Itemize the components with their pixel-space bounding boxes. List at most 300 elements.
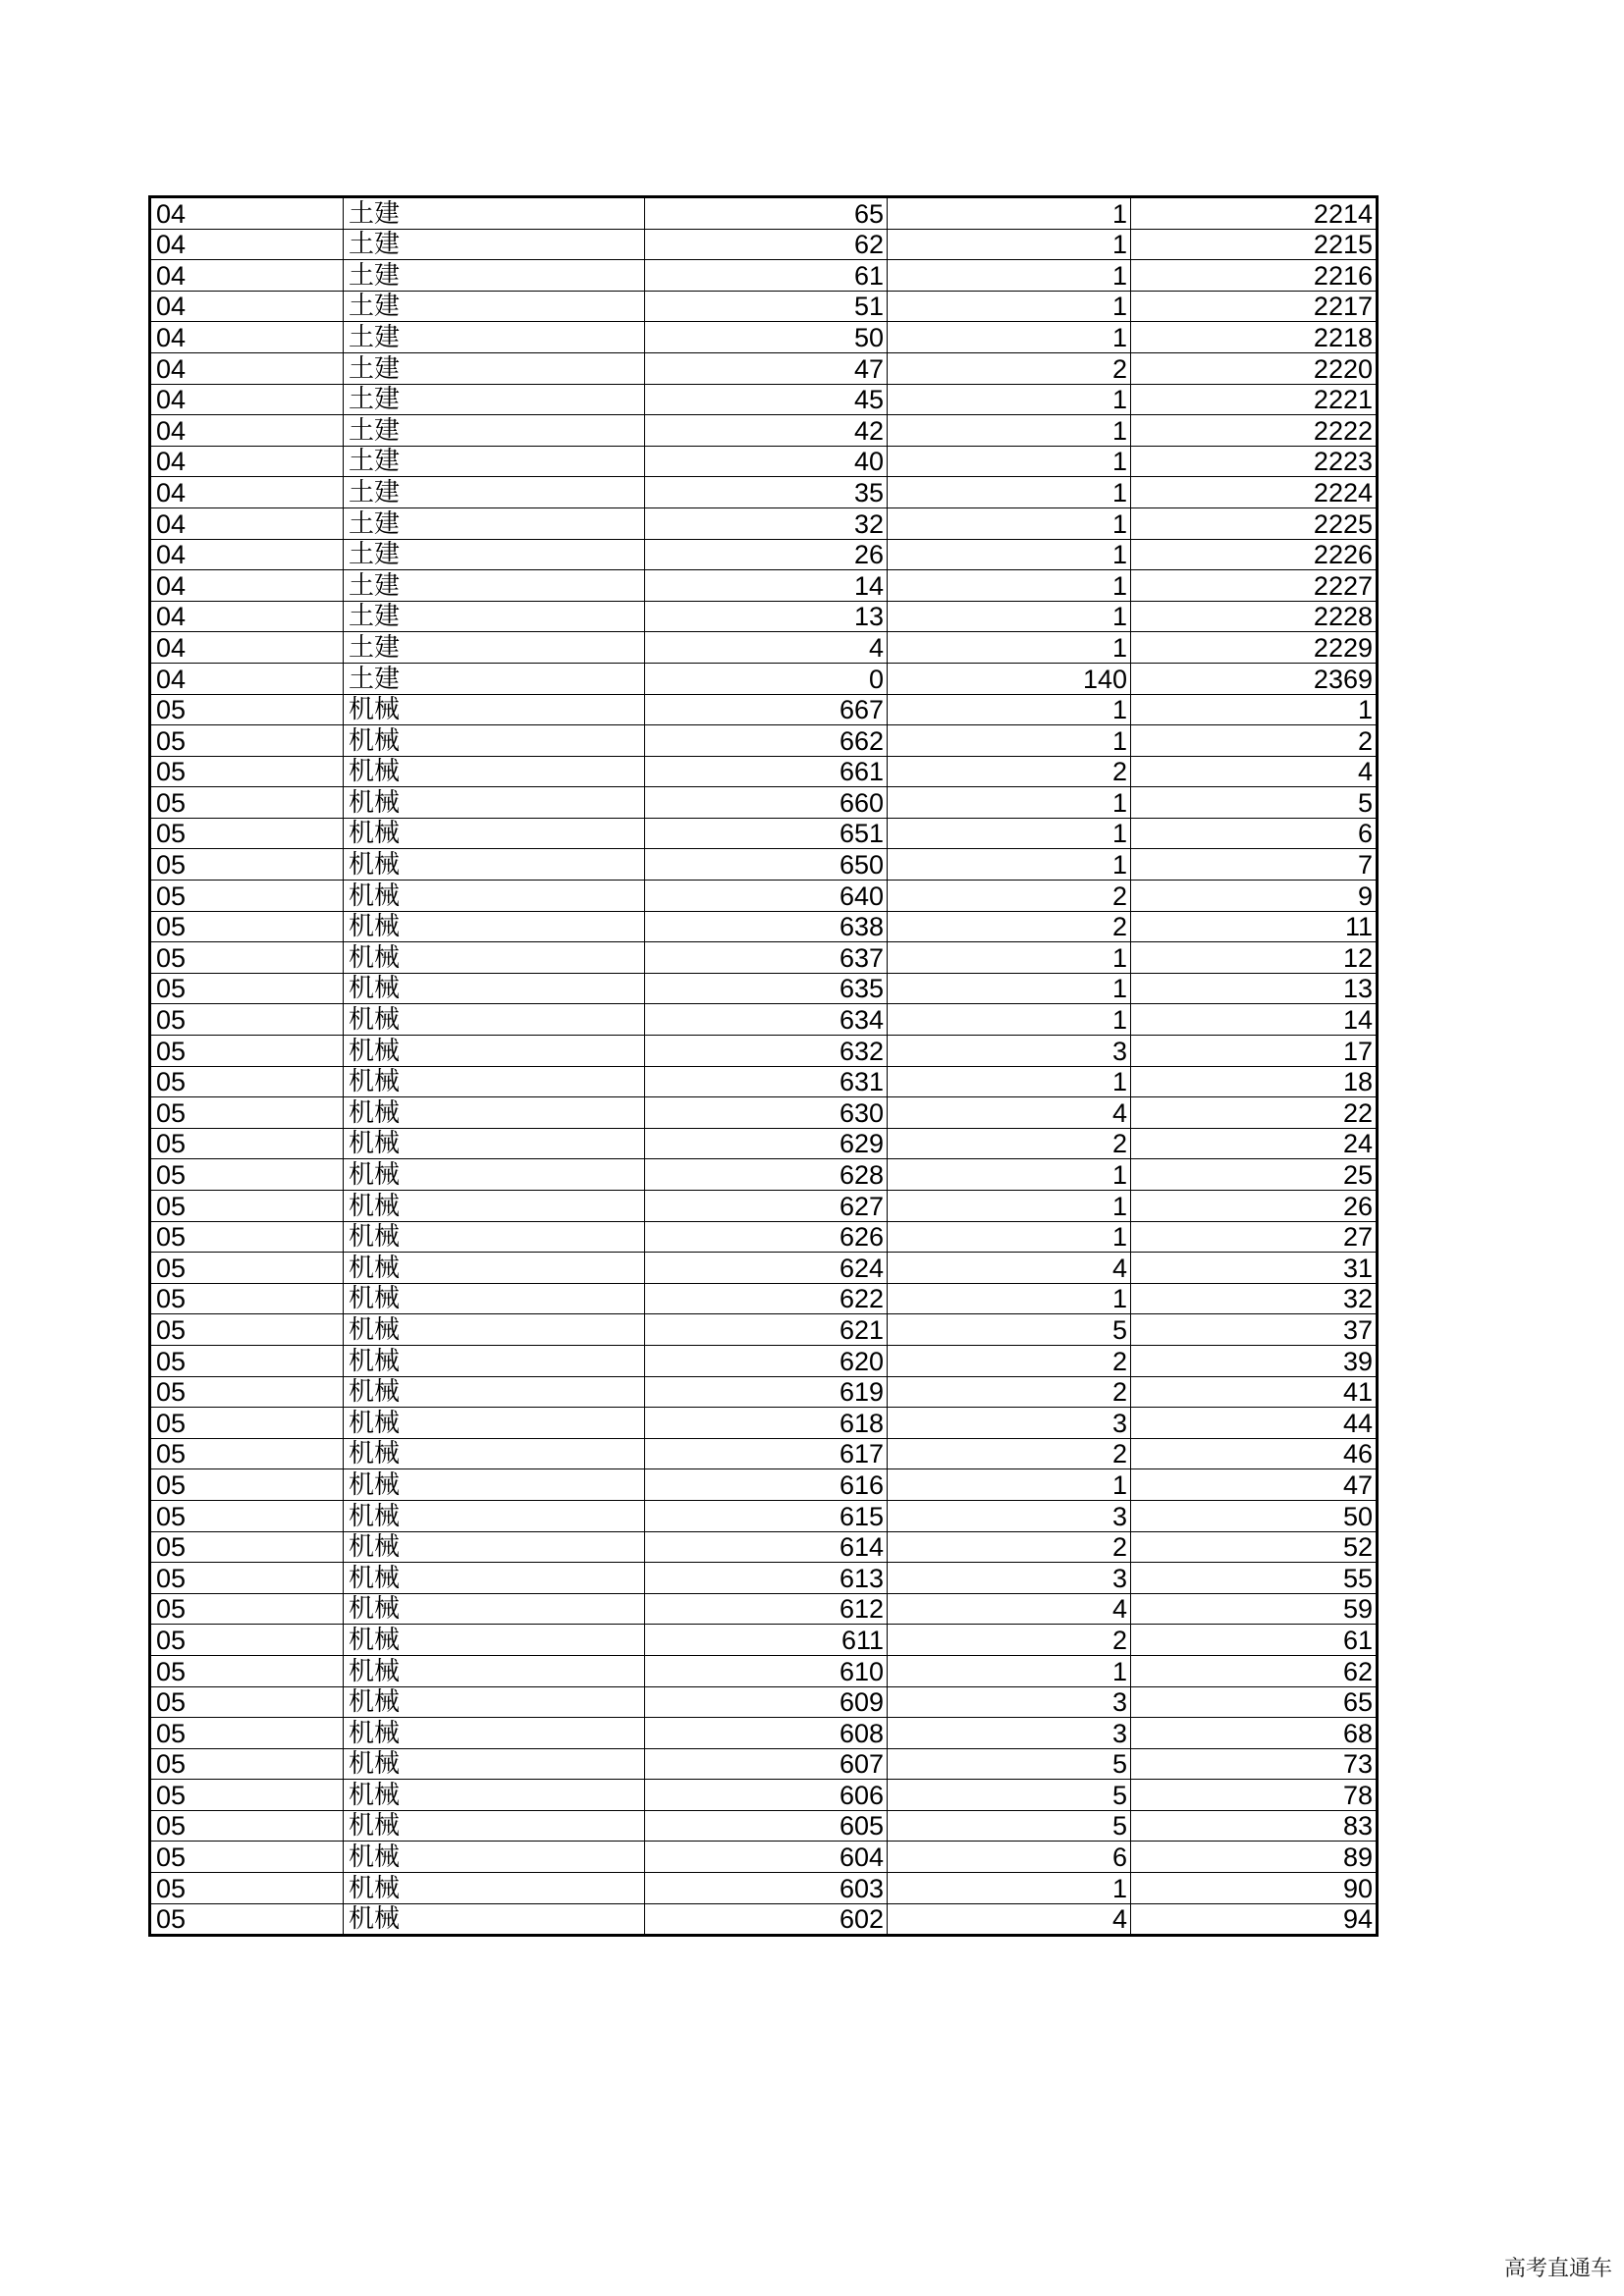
subject-cell: 土建 — [344, 663, 645, 694]
count-cell: 1 — [888, 942, 1131, 974]
score-cell: 660 — [645, 787, 888, 819]
table-row — [150, 881, 1378, 912]
count-cell: 2 — [888, 1345, 1131, 1376]
score-cell: 635 — [645, 973, 888, 1004]
table-row — [150, 1500, 1378, 1531]
score-cell: 640 — [645, 881, 888, 912]
cumulative-cell: 1 — [1131, 694, 1378, 725]
score-cell: 0 — [645, 663, 888, 694]
subject-cell: 土建 — [344, 446, 645, 477]
code-cell: 04 — [150, 384, 344, 415]
subject-cell: 机械 — [344, 694, 645, 725]
subject-cell: 机械 — [344, 1004, 645, 1036]
cumulative-cell: 65 — [1131, 1686, 1378, 1718]
subject-cell: 机械 — [344, 1655, 645, 1686]
table-row — [150, 1593, 1378, 1625]
cumulative-cell: 7 — [1131, 849, 1378, 881]
subject-cell: 机械 — [344, 1408, 645, 1439]
code-cell: 05 — [150, 1159, 344, 1191]
subject-cell: 土建 — [344, 632, 645, 664]
code-cell: 04 — [150, 415, 344, 447]
subject-cell: 机械 — [344, 1563, 645, 1594]
cumulative-cell: 90 — [1131, 1873, 1378, 1904]
table-row — [150, 1221, 1378, 1253]
subject-cell: 机械 — [344, 787, 645, 819]
score-cell: 614 — [645, 1531, 888, 1563]
code-cell: 04 — [150, 477, 344, 508]
table-row — [150, 694, 1378, 725]
code-cell: 05 — [150, 1903, 344, 1936]
table-row — [150, 229, 1378, 260]
count-cell: 1 — [888, 1873, 1131, 1904]
cumulative-cell: 14 — [1131, 1004, 1378, 1036]
subject-cell: 机械 — [344, 1036, 645, 1067]
score-cell: 606 — [645, 1780, 888, 1811]
count-cell: 1 — [888, 787, 1131, 819]
score-cell: 650 — [645, 849, 888, 881]
score-cell: 603 — [645, 1873, 888, 1904]
count-cell: 1 — [888, 384, 1131, 415]
table-row — [150, 446, 1378, 477]
cumulative-cell: 17 — [1131, 1036, 1378, 1067]
table-row — [150, 1748, 1378, 1780]
cumulative-cell: 9 — [1131, 881, 1378, 912]
count-cell: 1 — [888, 632, 1131, 664]
cumulative-cell: 24 — [1131, 1128, 1378, 1159]
table-row — [150, 477, 1378, 508]
score-cell: 624 — [645, 1253, 888, 1284]
score-cell: 627 — [645, 1191, 888, 1222]
subject-cell: 机械 — [344, 1128, 645, 1159]
score-cell: 45 — [645, 384, 888, 415]
score-cell: 616 — [645, 1469, 888, 1501]
score-cell: 631 — [645, 1066, 888, 1097]
table-row — [150, 1066, 1378, 1097]
cumulative-cell: 5 — [1131, 787, 1378, 819]
count-cell: 3 — [888, 1718, 1131, 1749]
table-row — [150, 1283, 1378, 1314]
count-cell: 1 — [888, 415, 1131, 447]
score-cell: 35 — [645, 477, 888, 508]
table-body — [150, 197, 1378, 1936]
code-cell: 04 — [150, 291, 344, 322]
score-cell: 619 — [645, 1376, 888, 1408]
subject-cell: 机械 — [344, 1500, 645, 1531]
table-row — [150, 818, 1378, 849]
count-cell: 5 — [888, 1314, 1131, 1346]
score-cell: 613 — [645, 1563, 888, 1594]
count-cell: 4 — [888, 1097, 1131, 1129]
subject-cell: 机械 — [344, 1531, 645, 1563]
table-row — [150, 291, 1378, 322]
code-cell: 05 — [150, 1097, 344, 1129]
count-cell: 1 — [888, 1159, 1131, 1191]
score-cell: 14 — [645, 570, 888, 602]
subject-cell: 土建 — [344, 507, 645, 539]
table-row — [150, 1686, 1378, 1718]
table-row — [150, 539, 1378, 570]
cumulative-cell: 2369 — [1131, 663, 1378, 694]
subject-cell: 机械 — [344, 1345, 645, 1376]
count-cell: 1 — [888, 229, 1131, 260]
table-row — [150, 1780, 1378, 1811]
table-row — [150, 260, 1378, 292]
table-row — [150, 384, 1378, 415]
code-cell: 05 — [150, 1655, 344, 1686]
subject-cell: 土建 — [344, 539, 645, 570]
table-row — [150, 725, 1378, 757]
subject-cell: 机械 — [344, 1159, 645, 1191]
cumulative-cell: 55 — [1131, 1563, 1378, 1594]
score-cell: 40 — [645, 446, 888, 477]
cumulative-cell: 32 — [1131, 1283, 1378, 1314]
subject-cell: 机械 — [344, 1097, 645, 1129]
code-cell: 04 — [150, 229, 344, 260]
table-row — [150, 1159, 1378, 1191]
subject-cell: 机械 — [344, 1748, 645, 1780]
score-cell: 628 — [645, 1159, 888, 1191]
count-cell: 5 — [888, 1748, 1131, 1780]
table-row — [150, 1842, 1378, 1873]
table-row — [150, 756, 1378, 787]
table-row — [150, 1191, 1378, 1222]
count-cell: 1 — [888, 507, 1131, 539]
cumulative-cell: 2215 — [1131, 229, 1378, 260]
code-cell: 05 — [150, 1686, 344, 1718]
subject-cell: 土建 — [344, 229, 645, 260]
score-cell: 622 — [645, 1283, 888, 1314]
count-cell: 1 — [888, 446, 1131, 477]
code-cell: 05 — [150, 1842, 344, 1873]
code-cell: 05 — [150, 1748, 344, 1780]
count-cell: 1 — [888, 818, 1131, 849]
code-cell: 05 — [150, 756, 344, 787]
count-cell: 2 — [888, 1376, 1131, 1408]
subject-cell: 机械 — [344, 1221, 645, 1253]
score-cell: 615 — [645, 1500, 888, 1531]
score-cell: 611 — [645, 1625, 888, 1656]
subject-cell: 机械 — [344, 1469, 645, 1501]
count-cell: 2 — [888, 1531, 1131, 1563]
code-cell: 04 — [150, 507, 344, 539]
cumulative-cell: 2223 — [1131, 446, 1378, 477]
code-cell: 04 — [150, 663, 344, 694]
code-cell: 05 — [150, 1128, 344, 1159]
cumulative-cell: 50 — [1131, 1500, 1378, 1531]
count-cell: 1 — [888, 1655, 1131, 1686]
code-cell: 05 — [150, 1780, 344, 1811]
cumulative-cell: 2225 — [1131, 507, 1378, 539]
cumulative-cell: 78 — [1131, 1780, 1378, 1811]
score-cell: 609 — [645, 1686, 888, 1718]
score-cell: 634 — [645, 1004, 888, 1036]
code-cell: 05 — [150, 973, 344, 1004]
score-cell: 629 — [645, 1128, 888, 1159]
table-row — [150, 1128, 1378, 1159]
subject-cell: 土建 — [344, 352, 645, 384]
table-row — [150, 570, 1378, 602]
code-cell: 05 — [150, 1438, 344, 1469]
subject-cell: 机械 — [344, 911, 645, 942]
table-row — [150, 973, 1378, 1004]
count-cell: 1 — [888, 1191, 1131, 1222]
subject-cell: 机械 — [344, 973, 645, 1004]
score-cell: 651 — [645, 818, 888, 849]
code-cell: 05 — [150, 725, 344, 757]
subject-cell: 土建 — [344, 384, 645, 415]
score-cell: 51 — [645, 291, 888, 322]
subject-cell: 机械 — [344, 1283, 645, 1314]
cumulative-cell: 2229 — [1131, 632, 1378, 664]
count-cell: 4 — [888, 1253, 1131, 1284]
table-row — [150, 632, 1378, 664]
code-cell: 05 — [150, 694, 344, 725]
subject-cell: 机械 — [344, 1903, 645, 1936]
code-cell: 05 — [150, 1283, 344, 1314]
cumulative-cell: 2224 — [1131, 477, 1378, 508]
subject-cell: 机械 — [344, 1438, 645, 1469]
cumulative-cell: 2227 — [1131, 570, 1378, 602]
code-cell: 05 — [150, 1563, 344, 1594]
count-cell: 1 — [888, 1066, 1131, 1097]
count-cell: 2 — [888, 756, 1131, 787]
table-row — [150, 507, 1378, 539]
table-row — [150, 1376, 1378, 1408]
score-cell: 618 — [645, 1408, 888, 1439]
count-cell: 3 — [888, 1408, 1131, 1439]
code-cell: 04 — [150, 322, 344, 353]
code-cell: 05 — [150, 1810, 344, 1842]
table-row — [150, 942, 1378, 974]
subject-cell: 机械 — [344, 1842, 645, 1873]
count-cell: 2 — [888, 911, 1131, 942]
table-row — [150, 1314, 1378, 1346]
count-cell: 1 — [888, 694, 1131, 725]
cumulative-cell: 2217 — [1131, 291, 1378, 322]
score-cell: 26 — [645, 539, 888, 570]
cumulative-cell: 6 — [1131, 818, 1378, 849]
cumulative-cell: 62 — [1131, 1655, 1378, 1686]
cumulative-cell: 2221 — [1131, 384, 1378, 415]
score-distribution-table — [148, 195, 1379, 1937]
count-cell: 3 — [888, 1563, 1131, 1594]
table-row — [150, 1903, 1378, 1936]
count-cell: 2 — [888, 1128, 1131, 1159]
score-cell: 667 — [645, 694, 888, 725]
cumulative-cell: 83 — [1131, 1810, 1378, 1842]
subject-cell: 机械 — [344, 942, 645, 974]
table-row — [150, 1408, 1378, 1439]
cumulative-cell: 2228 — [1131, 601, 1378, 632]
subject-cell: 机械 — [344, 1314, 645, 1346]
table-row — [150, 1625, 1378, 1656]
score-cell: 621 — [645, 1314, 888, 1346]
subject-cell: 机械 — [344, 756, 645, 787]
cumulative-cell: 52 — [1131, 1531, 1378, 1563]
score-cell: 610 — [645, 1655, 888, 1686]
subject-cell: 土建 — [344, 570, 645, 602]
cumulative-cell: 68 — [1131, 1718, 1378, 1749]
code-cell: 05 — [150, 1345, 344, 1376]
cumulative-cell: 22 — [1131, 1097, 1378, 1129]
score-cell: 47 — [645, 352, 888, 384]
cumulative-cell: 26 — [1131, 1191, 1378, 1222]
cumulative-cell: 27 — [1131, 1221, 1378, 1253]
subject-cell: 土建 — [344, 260, 645, 292]
score-cell: 617 — [645, 1438, 888, 1469]
score-cell: 605 — [645, 1810, 888, 1842]
score-cell: 32 — [645, 507, 888, 539]
cumulative-cell: 2218 — [1131, 322, 1378, 353]
cumulative-cell: 37 — [1131, 1314, 1378, 1346]
cumulative-cell: 25 — [1131, 1159, 1378, 1191]
score-cell: 4 — [645, 632, 888, 664]
count-cell: 1 — [888, 539, 1131, 570]
cumulative-cell: 2226 — [1131, 539, 1378, 570]
count-cell: 1 — [888, 291, 1131, 322]
score-cell: 62 — [645, 229, 888, 260]
code-cell: 05 — [150, 1066, 344, 1097]
cumulative-cell: 44 — [1131, 1408, 1378, 1439]
count-cell: 1 — [888, 725, 1131, 757]
cumulative-cell: 4 — [1131, 756, 1378, 787]
subject-cell: 土建 — [344, 477, 645, 508]
code-cell: 05 — [150, 849, 344, 881]
code-cell: 05 — [150, 818, 344, 849]
table-row — [150, 849, 1378, 881]
count-cell: 1 — [888, 1283, 1131, 1314]
code-cell: 05 — [150, 1408, 344, 1439]
cumulative-cell: 94 — [1131, 1903, 1378, 1936]
table-row — [150, 352, 1378, 384]
score-cell: 637 — [645, 942, 888, 974]
table-row — [150, 1873, 1378, 1904]
code-cell: 05 — [150, 1191, 344, 1222]
code-cell: 05 — [150, 881, 344, 912]
count-cell: 2 — [888, 881, 1131, 912]
subject-cell: 机械 — [344, 1686, 645, 1718]
code-cell: 04 — [150, 539, 344, 570]
cumulative-cell: 59 — [1131, 1593, 1378, 1625]
score-cell: 602 — [645, 1903, 888, 1936]
count-cell: 1 — [888, 1469, 1131, 1501]
count-cell: 4 — [888, 1593, 1131, 1625]
code-cell: 05 — [150, 1036, 344, 1067]
score-cell: 65 — [645, 197, 888, 230]
cumulative-cell: 11 — [1131, 911, 1378, 942]
count-cell: 1 — [888, 260, 1131, 292]
table-row — [150, 601, 1378, 632]
code-cell: 05 — [150, 1500, 344, 1531]
count-cell: 1 — [888, 477, 1131, 508]
code-cell: 04 — [150, 446, 344, 477]
watermark-text: 高考直通车 — [1503, 2257, 1612, 2281]
table-row — [150, 1036, 1378, 1067]
code-cell: 05 — [150, 1593, 344, 1625]
code-cell: 04 — [150, 260, 344, 292]
table-row — [150, 1810, 1378, 1842]
table-row — [150, 1004, 1378, 1036]
table-row — [150, 1531, 1378, 1563]
code-cell: 05 — [150, 1376, 344, 1408]
subject-cell: 机械 — [344, 1593, 645, 1625]
table-row — [150, 1253, 1378, 1284]
code-cell: 05 — [150, 1469, 344, 1501]
subject-cell: 土建 — [344, 291, 645, 322]
subject-cell: 机械 — [344, 1780, 645, 1811]
code-cell: 05 — [150, 1718, 344, 1749]
count-cell: 4 — [888, 1903, 1131, 1936]
score-cell: 604 — [645, 1842, 888, 1873]
table-row — [150, 415, 1378, 447]
count-cell: 2 — [888, 1438, 1131, 1469]
count-cell: 1 — [888, 973, 1131, 1004]
table-row — [150, 197, 1378, 230]
code-cell: 05 — [150, 1873, 344, 1904]
score-cell: 612 — [645, 1593, 888, 1625]
count-cell: 1 — [888, 570, 1131, 602]
code-cell: 05 — [150, 1625, 344, 1656]
cumulative-cell: 41 — [1131, 1376, 1378, 1408]
code-cell: 05 — [150, 787, 344, 819]
code-cell: 04 — [150, 601, 344, 632]
subject-cell: 机械 — [344, 725, 645, 757]
score-cell: 61 — [645, 260, 888, 292]
cumulative-cell: 47 — [1131, 1469, 1378, 1501]
subject-cell: 机械 — [344, 1191, 645, 1222]
score-cell: 607 — [645, 1748, 888, 1780]
table-row — [150, 663, 1378, 694]
count-cell: 1 — [888, 1221, 1131, 1253]
subject-cell: 机械 — [344, 1625, 645, 1656]
cumulative-cell: 73 — [1131, 1748, 1378, 1780]
table-row — [150, 911, 1378, 942]
code-cell: 04 — [150, 352, 344, 384]
cumulative-cell: 18 — [1131, 1066, 1378, 1097]
count-cell: 140 — [888, 663, 1131, 694]
cumulative-cell: 39 — [1131, 1345, 1378, 1376]
count-cell: 1 — [888, 322, 1131, 353]
count-cell: 5 — [888, 1780, 1131, 1811]
count-cell: 2 — [888, 1625, 1131, 1656]
cumulative-cell: 89 — [1131, 1842, 1378, 1873]
cumulative-cell: 31 — [1131, 1253, 1378, 1284]
score-cell: 620 — [645, 1345, 888, 1376]
score-cell: 608 — [645, 1718, 888, 1749]
count-cell: 6 — [888, 1842, 1131, 1873]
subject-cell: 机械 — [344, 1253, 645, 1284]
cumulative-cell: 2216 — [1131, 260, 1378, 292]
table-row — [150, 322, 1378, 353]
subject-cell: 机械 — [344, 881, 645, 912]
subject-cell: 机械 — [344, 818, 645, 849]
count-cell: 5 — [888, 1810, 1131, 1842]
cumulative-cell: 12 — [1131, 942, 1378, 974]
subject-cell: 机械 — [344, 1718, 645, 1749]
count-cell: 1 — [888, 849, 1131, 881]
cumulative-cell: 2220 — [1131, 352, 1378, 384]
code-cell: 04 — [150, 570, 344, 602]
count-cell: 1 — [888, 1004, 1131, 1036]
score-cell: 50 — [645, 322, 888, 353]
count-cell: 1 — [888, 197, 1131, 230]
table-row — [150, 1718, 1378, 1749]
cumulative-cell: 2 — [1131, 725, 1378, 757]
table-row — [150, 1563, 1378, 1594]
subject-cell: 机械 — [344, 849, 645, 881]
subject-cell: 土建 — [344, 322, 645, 353]
score-cell: 662 — [645, 725, 888, 757]
